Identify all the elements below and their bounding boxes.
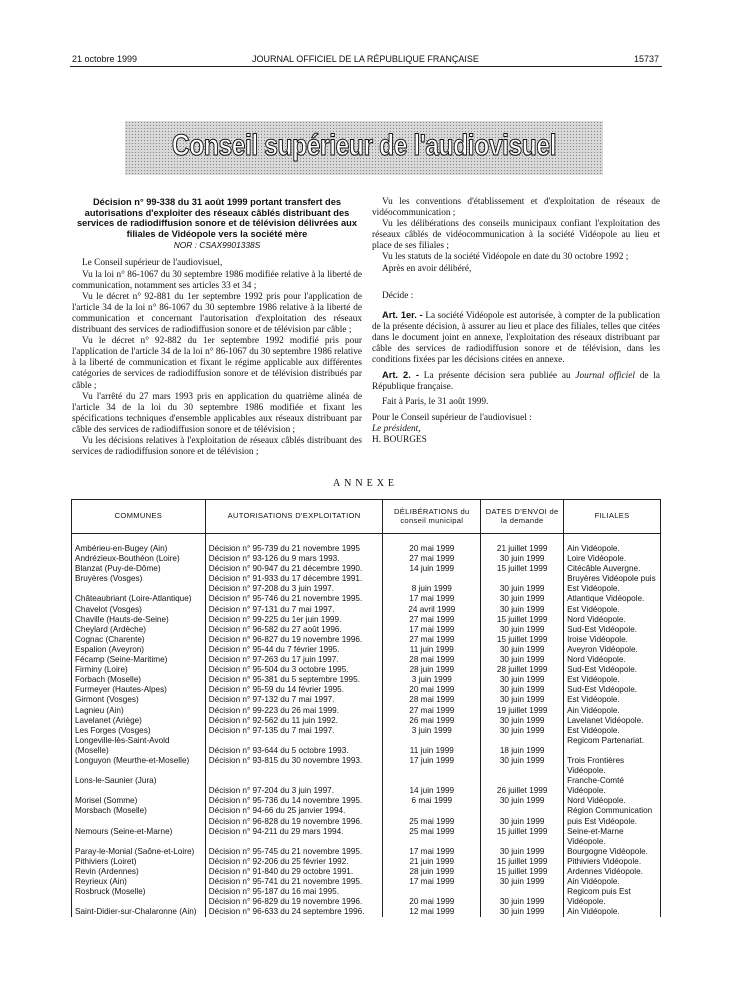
deliberation-cell: 17 mai 1999 xyxy=(383,847,481,857)
filiale-cell: Est Vidéopole. xyxy=(564,695,661,705)
date-envoi-cell: 30 juin 1999 xyxy=(481,877,564,887)
commune-cell: Espalion (Aveyron) xyxy=(72,645,206,655)
decision-left-column xyxy=(72,197,362,458)
filiale-cell: Bruyères Vidéopole puis Est Vidéopole. xyxy=(564,574,661,594)
autorisation-cell: Décision n° 95-59 du 14 février 1995. xyxy=(205,685,383,695)
deliberation-cell: 11 juin 1999 xyxy=(383,736,481,756)
filiale-cell: Trois Frontières Vidéopole. xyxy=(564,756,661,776)
left-paragraph: Vu la loi n° 86-1067 du 30 septembre 1986 modifiée relative à la liberté de communication, notamment ses articles 33 et 34 ; xyxy=(72,269,362,291)
date-envoi-cell: 30 juin 1999 xyxy=(481,847,564,857)
table-row xyxy=(72,594,661,604)
annexe-table xyxy=(71,499,661,917)
commune-cell: Rosbruck (Moselle) xyxy=(72,887,206,907)
deliberation-cell: 17 juin 1999 xyxy=(383,756,481,776)
signature-line-2: Le président, xyxy=(372,423,421,434)
commune-cell: Cheylard (Ardèche) xyxy=(72,625,206,635)
autorisation-cell: Décision n° 93-126 du 9 mars 1993. xyxy=(205,554,383,564)
deliberation-cell: 28 juin 1999 xyxy=(383,665,481,675)
filiale-cell: Ain Vidéopole. xyxy=(564,544,661,554)
table-row xyxy=(72,665,661,675)
table-row xyxy=(72,574,661,594)
commune-cell: Furmeyer (Hautes-Alpes) xyxy=(72,685,206,695)
left-paragraph: Vu le décret n° 92-882 du 1er septembre 1992 modifié pris pour l'application de l'article 34 de la loi n° 86-1067 du 30 septembre 1986 relative à la liberté de communication et fixant le régime applicable aux différentes catégories de services de radiodiffusion sonore et de télévision distribués par câble ; xyxy=(72,336,362,391)
table-row xyxy=(72,706,661,716)
deliberation-cell: 17 mai 1999 xyxy=(383,594,481,604)
col-header-autorisations: AUTORISATIONS D'EXPLOITATION xyxy=(205,500,383,534)
deliberation-cell: 28 mai 1999 xyxy=(383,695,481,705)
autorisation-cell: Décision n° 94-66 du 25 janvier 1994. Décision n° 96-828 du 19 novembre 1996. xyxy=(205,806,383,826)
autorisation-cell: Décision n° 96-582 du 27 août 1996. xyxy=(205,625,383,635)
left-paragraph: Le Conseil supérieur de l'audiovisuel, xyxy=(82,258,223,269)
table-row xyxy=(72,564,661,574)
header-page-number: 15737 xyxy=(633,54,659,64)
header-journal-title: JOURNAL OFFICIEL DE LA RÉPUBLIQUE FRANÇAISE xyxy=(252,54,479,64)
commune-cell: Les Forges (Vosges) xyxy=(72,726,206,736)
filiale-cell: Atlantique Vidéopole. xyxy=(564,594,661,604)
autorisation-cell: Décision n° 97-204 du 3 juin 1997. xyxy=(205,776,383,796)
autorisation-cell: Décision n° 95-746 du 21 novembre 1995. xyxy=(205,594,383,604)
date-envoi-cell: 30 juin 1999 xyxy=(481,887,564,907)
date-envoi-cell: 15 juillet 1999 xyxy=(481,857,564,867)
commune-cell: Paray-le-Monial (Saône-et-Loire) xyxy=(72,847,206,857)
autorisation-cell: Décision n° 95-504 du 3 octobre 1995. xyxy=(205,665,383,675)
commune-cell: Andrézieux-Bouthéon (Loire) xyxy=(72,554,206,564)
autorisation-cell: Décision n° 95-745 du 21 novembre 1995. xyxy=(205,847,383,857)
autorisation-cell: Décision n° 97-263 du 17 juin 1997. xyxy=(205,655,383,665)
deliberation-cell: 27 mai 1999 xyxy=(383,615,481,625)
deliberation-cell: 20 mai 1999 xyxy=(383,544,481,554)
deliberation-cell: 25 mai 1999 xyxy=(383,827,481,847)
table-header-row xyxy=(72,500,661,534)
header-date: 21 octobre 1999 xyxy=(72,54,138,64)
date-envoi-cell: 30 juin 1999 xyxy=(481,726,564,736)
commune-cell: Longuyon (Meurthe-et-Moselle) xyxy=(72,756,206,776)
commune-cell: Saint-Didier-sur-Chalaronne (Ain) xyxy=(72,907,206,917)
filiale-cell: Sud-Est Vidéopole. xyxy=(564,665,661,675)
filiale-cell: Lavelanet Vidéopole. xyxy=(564,716,661,726)
deliberation-cell: 28 juin 1999 xyxy=(383,867,481,877)
filiale-cell: Franche-Comté Vidéopole. xyxy=(564,776,661,796)
commune-cell: Blanzat (Puy-de-Dôme) xyxy=(72,564,206,574)
table-row xyxy=(72,675,661,685)
left-paragraph: Vu le décret n° 92-881 du 1er septembre 1992 pris pour l'application de l'article 34 de la loi n° 86-1067 du 30 septembre 1986 relative à la liberté de communication et concernant l'autorisation d'exploitation des réseaux distribuant des services de radiodiffusion sonore et de télévision par câble ; xyxy=(72,291,362,336)
autorisation-cell: Décision n° 93-815 du 30 novembre 1993. xyxy=(205,756,383,776)
deliberation-cell: 3 juin 1999 xyxy=(383,675,481,685)
date-envoi-cell: 30 juin 1999 xyxy=(481,554,564,564)
autorisation-cell: Décision n° 92-206 du 25 février 1992. xyxy=(205,857,383,867)
autorisation-cell: Décision n° 95-736 du 14 novembre 1995. xyxy=(205,796,383,806)
col-header-filiales: FILIALES xyxy=(564,500,661,534)
deliberation-cell: 26 mai 1999 xyxy=(383,716,481,726)
commune-cell: Morsbach (Moselle) xyxy=(72,806,206,826)
commune-cell: Ambérieu-en-Bugey (Ain) xyxy=(72,544,206,554)
annexe-table-body xyxy=(72,534,661,918)
col-header-dates-envoi: DATES D'ENVOI de la demande xyxy=(481,500,564,534)
deliberation-cell: 17 mai 1999 xyxy=(383,877,481,887)
deliberation-cell: 17 mai 1999 xyxy=(383,625,481,635)
date-envoi-cell: 30 juin 1999 xyxy=(481,675,564,685)
commune-cell: Girmont (Vosges) xyxy=(72,695,206,705)
filiale-cell: Loire Vidéopole. xyxy=(564,554,661,564)
right-paragraphs xyxy=(372,197,660,275)
commune-cell: Lons-le-Saunier (Jura) xyxy=(72,776,206,796)
filiale-cell: Regicom Partenariat. xyxy=(564,736,661,756)
table-row xyxy=(72,645,661,655)
table-row xyxy=(72,726,661,736)
date-envoi-cell: 15 juillet 1999 xyxy=(481,827,564,847)
section-banner xyxy=(125,121,603,175)
table-row xyxy=(72,827,661,847)
done-at-paris: Fait à Paris, le 31 août 1999. xyxy=(382,397,489,408)
commune-cell: Pithiviers (Loiret) xyxy=(72,857,206,867)
filiale-cell: Région Communication puis Est Vidéopole. xyxy=(564,806,661,826)
table-row xyxy=(72,685,661,695)
deliberation-cell: 8 juin 1999 xyxy=(383,574,481,594)
signature-line-1: Pour le Conseil supérieur de l'audiovisuel : xyxy=(372,412,532,423)
col-header-communes: COMMUNES xyxy=(72,500,206,534)
commune-cell: Longeville-lès-Saint-Avold (Moselle) xyxy=(72,736,206,756)
autorisation-cell: Décision n° 96-633 du 24 septembre 1996. xyxy=(205,907,383,917)
table-row xyxy=(72,554,661,564)
table-row xyxy=(72,635,661,645)
filiale-cell: Ain Vidéopole. xyxy=(564,877,661,887)
date-envoi-cell: 19 juillet 1999 xyxy=(481,706,564,716)
filiale-cell: Nord Vidéopole. xyxy=(564,796,661,806)
filiale-cell: Sud-Est Vidéopole. xyxy=(564,625,661,635)
decision-right-column xyxy=(372,197,660,446)
left-paragraph: Vu l'arrêté du 27 mars 1993 pris en application du quatrième alinéa de l'article 34 de la loi du 30 septembre 1986 modifiée et fixant les spécifications techniques d'ensemble applicables aux réseaux distribuant par câble des services de radiodiffusion sonore et de télévision ; xyxy=(72,391,362,435)
autorisation-cell: Décision n° 97-131 du 7 mai 1997. xyxy=(205,605,383,615)
autorisation-cell: Décision n° 95-44 du 7 février 1995. xyxy=(205,645,383,655)
commune-cell: Bruyères (Vosges) xyxy=(72,574,206,594)
autorisation-cell: Décision n° 91-840 du 29 octobre 1991. xyxy=(205,867,383,877)
commune-cell: Forbach (Moselle) xyxy=(72,675,206,685)
signature-name: H. BOURGES xyxy=(372,434,427,445)
commune-cell: Reyrieux (Ain) xyxy=(72,877,206,887)
table-row xyxy=(72,655,661,665)
right-paragraph: Vu les statuts de la société Vidéopole en date du 30 octobre 1992 ; xyxy=(382,252,629,263)
table-row xyxy=(72,796,661,806)
date-envoi-cell: 30 juin 1999 xyxy=(481,796,564,806)
date-envoi-cell: 30 juin 1999 xyxy=(481,625,564,635)
article-2: Art. 2. - La présente décision sera publiée au Journal officiel de la République française. xyxy=(372,370,660,393)
autorisation-cell: Décision n° 95-187 du 16 mai 1995. Décision n° 96-829 du 19 novembre 1996. xyxy=(205,887,383,907)
autorisation-cell: Décision n° 99-225 du 1er juin 1999. xyxy=(205,615,383,625)
date-envoi-cell: 15 juillet 1999 xyxy=(481,867,564,877)
commune-cell: Chaville (Hauts-de-Seine) xyxy=(72,615,206,625)
commune-cell: Firminy (Loire) xyxy=(72,665,206,675)
deliberation-cell: 27 mai 1999 xyxy=(383,635,481,645)
table-row xyxy=(72,887,661,907)
filiale-cell: Seine-et-Marne Vidéopole. xyxy=(564,827,661,847)
filiale-cell: Bourgogne Vidéopole. xyxy=(564,847,661,857)
right-paragraph: Vu les conventions d'établissement et d'exploitation de réseaux de vidéocommunication ; xyxy=(372,197,660,219)
date-envoi-cell: 30 juin 1999 xyxy=(481,685,564,695)
table-row xyxy=(72,544,661,554)
filiale-cell: Ardennes Vidéopole. xyxy=(564,867,661,877)
filiale-cell: Nord Vidéopole. xyxy=(564,615,661,625)
col-header-deliberations: DÉLIBÉRATIONS du conseil municipal xyxy=(383,500,481,534)
autorisation-cell: Décision n° 94-211 du 29 mars 1994. xyxy=(205,827,383,847)
commune-cell: Lavelanet (Ariège) xyxy=(72,716,206,726)
table-row xyxy=(72,877,661,887)
deliberation-cell: 27 mai 1999 xyxy=(383,706,481,716)
filiale-cell: Est Vidéopole. xyxy=(564,726,661,736)
table-row xyxy=(72,756,661,776)
table-row xyxy=(72,615,661,625)
autorisation-cell: Décision n° 95-739 du 21 novembre 1995 xyxy=(205,544,383,554)
table-row xyxy=(72,867,661,877)
table-row xyxy=(72,716,661,726)
filiale-cell: Citécâble Auvergne. xyxy=(564,564,661,574)
filiale-cell: Sud-Est Vidéopole. xyxy=(564,685,661,695)
deliberation-cell: 24 avril 1999 xyxy=(383,605,481,615)
table-row xyxy=(72,605,661,615)
banner-title: Conseil supérieur de l'audiovisuel xyxy=(171,129,557,162)
autorisation-cell: Décision n° 90-947 du 21 décembre 1990. xyxy=(205,564,383,574)
commune-cell: Revin (Ardennes) xyxy=(72,867,206,877)
date-envoi-cell: 30 juin 1999 xyxy=(481,574,564,594)
autorisation-cell: Décision n° 95-741 du 21 novembre 1995. xyxy=(205,877,383,887)
deliberation-cell: 21 juin 1999 xyxy=(383,857,481,867)
header-rule xyxy=(70,66,662,67)
date-envoi-cell: 26 juillet 1999 xyxy=(481,776,564,796)
date-envoi-cell: 28 juillet 1999 xyxy=(481,665,564,675)
filiale-cell: Nord Vidéopole. xyxy=(564,655,661,665)
autorisation-cell: Décision n° 97-132 du 7 mai 1997. xyxy=(205,695,383,705)
commune-cell: Lagnieu (Ain) xyxy=(72,706,206,716)
date-envoi-cell: 30 juin 1999 xyxy=(481,655,564,665)
autorisation-cell: Décision n° 95-381 du 5 septembre 1995. xyxy=(205,675,383,685)
date-envoi-cell: 21 juillet 1999 xyxy=(481,544,564,554)
nor-reference: NOR : CSAX9901338S xyxy=(173,240,261,251)
table-row xyxy=(72,625,661,635)
deliberation-cell: 25 mai 1999 xyxy=(383,806,481,826)
date-envoi-cell: 30 juin 1999 xyxy=(481,756,564,776)
deliberation-cell: 20 mai 1999 xyxy=(383,887,481,907)
filiale-cell: Ain Vidéopole. xyxy=(564,706,661,716)
autorisation-cell: Décision n° 91-933 du 17 décembre 1991. Décision n° 97-208 du 3 juin 1997. xyxy=(205,574,383,594)
date-envoi-cell: 30 juin 1999 xyxy=(481,695,564,705)
date-envoi-cell: 30 juin 1999 xyxy=(481,716,564,726)
filiale-cell: Pithiviers Vidéopole. xyxy=(564,857,661,867)
date-envoi-cell: 15 juillet 1999 xyxy=(481,635,564,645)
right-paragraph: Vu les délibérations des conseils municipaux confiant l'exploitation des réseaux câblés de vidéocommunication à la société Vidéopole au lieu et place de ses filiales ; xyxy=(372,219,660,252)
deliberation-cell: 6 mai 1999 xyxy=(383,796,481,806)
date-envoi-cell: 30 juin 1999 xyxy=(481,645,564,655)
table-row xyxy=(72,736,661,756)
deliberation-cell: 12 mai 1999 xyxy=(383,907,481,917)
date-envoi-cell: 15 juillet 1999 xyxy=(481,615,564,625)
deliberation-cell: 14 juin 1999 xyxy=(383,776,481,796)
deliberation-cell: 11 juin 1999 xyxy=(383,645,481,655)
autorisation-cell: Décision n° 97-135 du 7 mai 1997. xyxy=(205,726,383,736)
deliberation-cell: 27 mai 1999 xyxy=(383,554,481,564)
filiale-cell: Aveyron Vidéopole. xyxy=(564,645,661,655)
table-row xyxy=(72,847,661,857)
filiale-cell: Regicom puis Est Vidéopole. xyxy=(564,887,661,907)
table-row xyxy=(72,806,661,826)
filiale-cell: Ain Vidéopole. xyxy=(564,907,661,917)
deliberation-cell: 20 mai 1999 xyxy=(383,685,481,695)
table-row xyxy=(72,776,661,796)
table-row xyxy=(72,695,661,705)
commune-cell: Morisel (Somme) xyxy=(72,796,206,806)
autorisation-cell: Décision n° 99-223 du 26 mai 1999. xyxy=(205,706,383,716)
article-1: Art. 1er. - La société Vidéopole est autorisée, à compter de la publication de la présente décision, à assurer au lieu et place des filiales, telles que citées dans le document joint en annexe, l'exploitation des réseaux distribuant par câble des services de radiodiffusion sonore et de télévision, dans les conditions fixées par les décisions citées en annexe. xyxy=(372,309,661,366)
deliberation-cell: 3 juin 1999 xyxy=(383,726,481,736)
commune-cell: Châteaubriant (Loire-Atlantique) xyxy=(72,594,206,604)
autorisation-cell: Décision n° 96-827 du 19 novembre 1996. xyxy=(205,635,383,645)
date-envoi-cell: 30 juin 1999 xyxy=(481,806,564,826)
deliberation-cell: 14 juin 1999 xyxy=(383,564,481,574)
date-envoi-cell: 15 juillet 1999 xyxy=(481,564,564,574)
date-envoi-cell: 30 juin 1999 xyxy=(481,594,564,604)
date-envoi-cell: 30 juin 1999 xyxy=(481,907,564,917)
filiale-cell: Iroise Vidéopole. xyxy=(564,635,661,645)
date-envoi-cell: 30 juin 1999 xyxy=(481,605,564,615)
commune-cell: Nemours (Seine-et-Marne) xyxy=(72,827,206,847)
left-paragraph: Vu les décisions relatives à l'exploitation de réseaux câblés distribuant des services de radiodiffusion sonore et de télévision ; xyxy=(72,435,362,458)
right-paragraph: Après en avoir délibéré, xyxy=(382,263,472,274)
deliberation-cell: 28 mai 1999 xyxy=(383,655,481,665)
annexe-title: ANNEXE xyxy=(332,478,399,489)
commune-cell: Chavelot (Vosges) xyxy=(72,605,206,615)
autorisation-cell: Décision n° 92-562 du 11 juin 1992. xyxy=(205,716,383,726)
date-envoi-cell: 18 juin 1999 xyxy=(481,736,564,756)
commune-cell: Cognac (Charente) xyxy=(72,635,206,645)
commune-cell: Fécamp (Seine-Maritime) xyxy=(72,655,206,665)
table-row xyxy=(72,907,661,917)
autorisation-cell: Décision n° 93-644 du 5 octobre 1993. xyxy=(205,736,383,756)
decision-title: Décision n° 99-338 du 31 août 1999 portant transfert des autorisations d'exploiter des réseaux câblés distribuant des services de radiodiffusion sonore et de télévision délivrées aux filiales de Vidéopole vers la société mère xyxy=(76,197,358,239)
decide-heading: Décide : xyxy=(382,290,414,301)
table-row xyxy=(72,857,661,867)
filiale-cell: Est Vidéopole. xyxy=(564,675,661,685)
filiale-cell: Est Vidéopole. xyxy=(564,605,661,615)
left-paragraphs xyxy=(72,258,362,458)
